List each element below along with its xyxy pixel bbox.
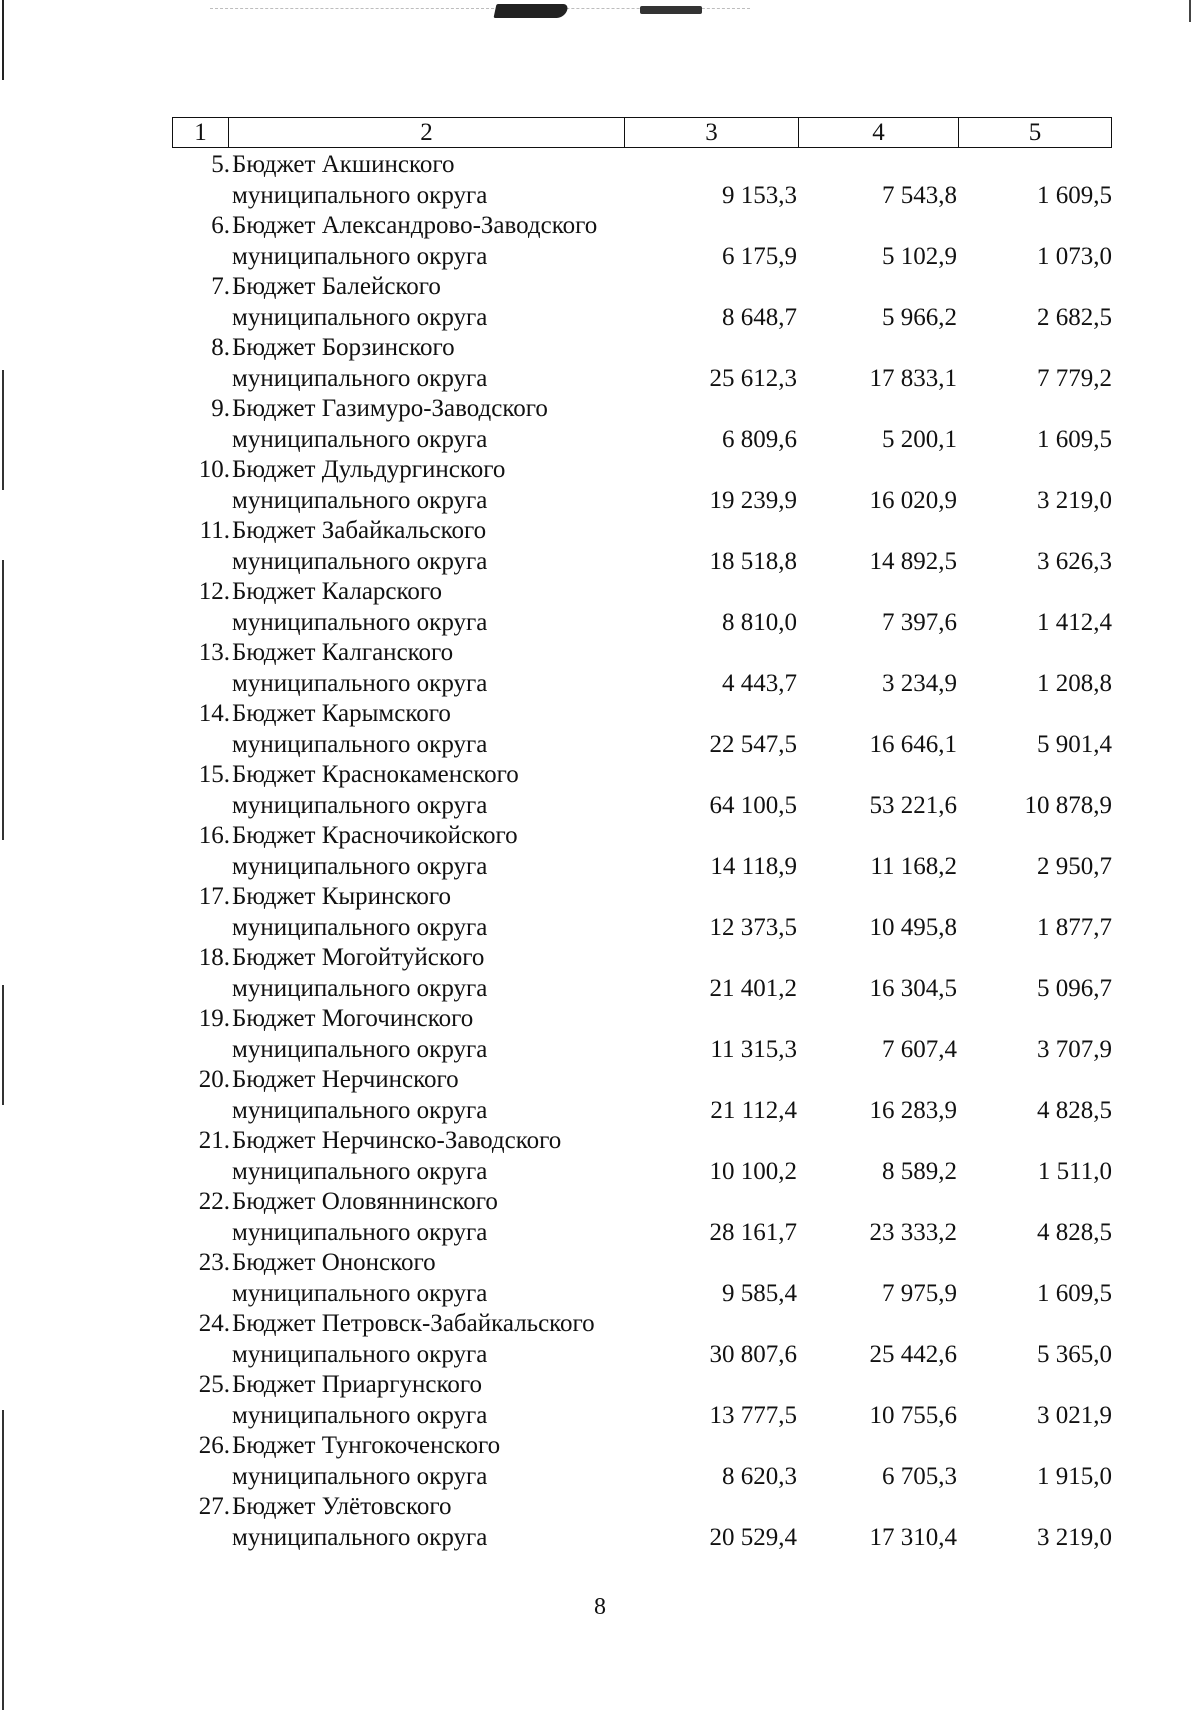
row-value-col4: 17 833,1	[869, 365, 957, 392]
row-value-col4: 5 200,1	[882, 426, 957, 453]
row-name-line2: муниципального округа	[232, 1341, 488, 1368]
row-value-col5: 3 219,0	[1037, 487, 1112, 514]
header-cell-2: 2	[229, 118, 625, 147]
table-row	[0, 1309, 1200, 1370]
row-value-col3: 6 809,6	[722, 426, 797, 453]
table-row	[0, 1187, 1200, 1248]
row-value-col3: 13 777,5	[709, 1402, 797, 1429]
row-value-col3: 21 401,2	[709, 975, 797, 1002]
row-value-col3: 8 810,0	[722, 609, 797, 636]
row-name-line2: муниципального округа	[232, 304, 488, 331]
table-row	[0, 821, 1200, 882]
row-value-col5: 2 682,5	[1037, 304, 1112, 331]
row-value-col5: 3 626,3	[1037, 548, 1112, 575]
row-name-line1: Бюджет Тунгокоченского	[232, 1432, 501, 1459]
row-value-col4: 5 102,9	[882, 243, 957, 270]
row-number: 25.	[198, 1371, 230, 1398]
row-number: 11.	[199, 517, 230, 544]
row-number: 22.	[198, 1188, 230, 1215]
row-value-col5: 4 828,5	[1037, 1097, 1112, 1124]
row-value-col4: 25 442,6	[869, 1341, 957, 1368]
row-value-col5: 5 096,7	[1037, 975, 1112, 1002]
row-value-col4: 10 495,8	[869, 914, 957, 941]
row-value-col4: 7 397,6	[882, 609, 957, 636]
header-cell-3: 3	[625, 118, 799, 147]
row-number: 23.	[198, 1249, 230, 1276]
row-value-col5: 3 021,9	[1037, 1402, 1112, 1429]
row-value-col3: 9 585,4	[722, 1280, 797, 1307]
row-name-line1: Бюджет Газимуро-Заводского	[232, 395, 548, 422]
row-name-line1: Бюджет Карымского	[232, 700, 451, 727]
row-name-line1: Бюджет Борзинского	[232, 334, 455, 361]
row-value-col3: 28 161,7	[709, 1219, 797, 1246]
row-number: 5.	[211, 151, 230, 178]
row-number: 8.	[211, 334, 230, 361]
row-value-col5: 5 365,0	[1037, 1341, 1112, 1368]
table-row	[0, 699, 1200, 760]
row-number: 12.	[198, 578, 230, 605]
table-row	[0, 882, 1200, 943]
row-value-col4: 6 705,3	[882, 1463, 957, 1490]
row-value-col5: 4 828,5	[1037, 1219, 1112, 1246]
row-number: 14.	[198, 700, 230, 727]
row-name-line1: Бюджет Кыринского	[232, 883, 452, 910]
row-name-line1: Бюджет Приаргунского	[232, 1371, 482, 1398]
row-value-col4: 16 020,9	[869, 487, 957, 514]
row-name-line1: Бюджет Нерчинского	[232, 1066, 459, 1093]
table-header	[172, 117, 1112, 148]
row-name-line1: Бюджет Забайкальского	[232, 517, 487, 544]
row-value-col3: 11 315,3	[710, 1036, 797, 1063]
row-name-line1: Бюджет Петровск-Забайкальского	[232, 1310, 595, 1337]
row-name-line2: муниципального округа	[232, 609, 488, 636]
row-value-col3: 22 547,5	[709, 731, 797, 758]
row-number: 27.	[198, 1493, 230, 1520]
row-name-line2: муниципального округа	[232, 243, 488, 270]
row-value-col4: 8 589,2	[882, 1158, 957, 1185]
row-name-line2: муниципального округа	[232, 1524, 488, 1551]
row-value-col4: 7 607,4	[882, 1036, 957, 1063]
row-name-line1: Бюджет Могочинского	[232, 1005, 474, 1032]
row-name-line1: Бюджет Дульдургинского	[232, 456, 506, 483]
table-row	[0, 1431, 1200, 1492]
table-row	[0, 272, 1200, 333]
table-row	[0, 1126, 1200, 1187]
row-value-col3: 19 239,9	[709, 487, 797, 514]
row-name-line1: Бюджет Акшинского	[232, 151, 455, 178]
row-value-col3: 18 518,8	[709, 548, 797, 575]
row-name-line1: Бюджет Ононского	[232, 1249, 436, 1276]
row-name-line2: муниципального округа	[232, 1097, 488, 1124]
header-cell-1: 1	[173, 118, 229, 147]
row-value-col4: 16 304,5	[869, 975, 957, 1002]
table-row	[0, 516, 1200, 577]
row-number: 18.	[198, 944, 230, 971]
row-value-col3: 8 648,7	[722, 304, 797, 331]
row-name-line1: Бюджет Калганского	[232, 639, 454, 666]
row-number: 10.	[198, 456, 230, 483]
row-value-col3: 6 175,9	[722, 243, 797, 270]
row-name-line1: Бюджет Улётовского	[232, 1493, 452, 1520]
scan-artifact-edge	[1189, 0, 1191, 22]
row-value-col4: 5 966,2	[882, 304, 957, 331]
table-row	[0, 760, 1200, 821]
row-number: 20.	[198, 1066, 230, 1093]
row-value-col4: 16 646,1	[869, 731, 957, 758]
row-value-col5: 1 073,0	[1037, 243, 1112, 270]
row-name-line2: муниципального округа	[232, 1219, 488, 1246]
table-row	[0, 577, 1200, 638]
row-name-line2: муниципального округа	[232, 1402, 488, 1429]
row-value-col5: 3 707,9	[1037, 1036, 1112, 1063]
row-value-col4: 11 168,2	[870, 853, 957, 880]
row-name-line1: Бюджет Александрово-Заводского	[232, 212, 598, 239]
table-row	[0, 455, 1200, 516]
row-value-col4: 7 975,9	[882, 1280, 957, 1307]
row-name-line2: муниципального округа	[232, 792, 488, 819]
table-row	[0, 1065, 1200, 1126]
row-number: 7.	[211, 273, 230, 300]
row-value-col5: 1 915,0	[1037, 1463, 1112, 1490]
row-value-col5: 1 511,0	[1037, 1158, 1112, 1185]
row-value-col3: 30 807,6	[709, 1341, 797, 1368]
row-name-line2: муниципального округа	[232, 914, 488, 941]
row-value-col3: 9 153,3	[722, 182, 797, 209]
row-name-line1: Бюджет Каларского	[232, 578, 443, 605]
row-number: 17.	[198, 883, 230, 910]
row-number: 6.	[211, 212, 230, 239]
table-row	[0, 1004, 1200, 1065]
row-name-line2: муниципального округа	[232, 1158, 488, 1185]
row-name-line2: муниципального округа	[232, 182, 488, 209]
table-row	[0, 1248, 1200, 1309]
row-value-col4: 3 234,9	[882, 670, 957, 697]
row-value-col4: 23 333,2	[869, 1219, 957, 1246]
scan-artifact-edge	[2, 0, 4, 80]
table-row	[0, 211, 1200, 272]
row-value-col3: 20 529,4	[709, 1524, 797, 1551]
row-value-col5: 2 950,7	[1037, 853, 1112, 880]
page-number: 8	[594, 1594, 606, 1620]
row-name-line2: муниципального округа	[232, 853, 488, 880]
table-row	[0, 150, 1200, 211]
row-number: 9.	[211, 395, 230, 422]
row-value-col3: 21 112,4	[710, 1097, 797, 1124]
row-value-col4: 7 543,8	[882, 182, 957, 209]
row-value-col5: 3 219,0	[1037, 1524, 1112, 1551]
row-name-line2: муниципального округа	[232, 975, 488, 1002]
row-value-col5: 1 609,5	[1037, 1280, 1112, 1307]
row-value-col4: 16 283,9	[869, 1097, 957, 1124]
row-value-col3: 25 612,3	[709, 365, 797, 392]
row-name-line1: Бюджет Могойтуйского	[232, 944, 485, 971]
row-name-line2: муниципального округа	[232, 487, 488, 514]
row-name-line2: муниципального округа	[232, 731, 488, 758]
row-number: 24.	[198, 1310, 230, 1337]
row-number: 26.	[198, 1432, 230, 1459]
row-value-col3: 14 118,9	[710, 853, 797, 880]
header-cell-4: 4	[799, 118, 959, 147]
header-cell-5: 5	[1028, 118, 1042, 146]
row-name-line1: Бюджет Балейского	[232, 273, 441, 300]
table-row	[0, 1492, 1200, 1553]
row-value-col5: 7 779,2	[1037, 365, 1112, 392]
row-name-line2: муниципального округа	[232, 1463, 488, 1490]
row-number: 19.	[198, 1005, 230, 1032]
row-value-col5: 1 412,4	[1037, 609, 1112, 636]
row-value-col3: 8 620,3	[722, 1463, 797, 1490]
row-value-col5: 1 609,5	[1037, 426, 1112, 453]
row-value-col5: 1 877,7	[1037, 914, 1112, 941]
row-name-line2: муниципального округа	[232, 426, 488, 453]
table-row	[0, 638, 1200, 699]
row-number: 16.	[198, 822, 230, 849]
row-name-line1: Бюджет Нерчинско-Заводского	[232, 1127, 562, 1154]
row-value-col3: 64 100,5	[709, 792, 797, 819]
row-value-col3: 10 100,2	[709, 1158, 797, 1185]
row-value-col4: 17 310,4	[869, 1524, 957, 1551]
row-value-col3: 4 443,7	[722, 670, 797, 697]
row-name-line2: муниципального округа	[232, 548, 488, 575]
row-value-col5: 1 609,5	[1037, 182, 1112, 209]
row-number: 15.	[198, 761, 230, 788]
row-name-line1: Бюджет Оловяннинского	[232, 1188, 498, 1215]
row-value-col5: 1 208,8	[1037, 670, 1112, 697]
row-name-line1: Бюджет Краснокаменского	[232, 761, 519, 788]
row-name-line2: муниципального округа	[232, 670, 488, 697]
row-name-line2: муниципального округа	[232, 1036, 488, 1063]
table-body	[0, 150, 1200, 1553]
row-name-line2: муниципального округа	[232, 365, 488, 392]
row-value-col5: 5 901,4	[1037, 731, 1112, 758]
row-value-col4: 10 755,6	[869, 1402, 957, 1429]
row-value-col5: 10 878,9	[1024, 792, 1112, 819]
row-value-col4: 14 892,5	[869, 548, 957, 575]
table-row	[0, 394, 1200, 455]
scan-artifact-blot	[640, 6, 702, 14]
row-name-line1: Бюджет Красночикойского	[232, 822, 518, 849]
row-value-col4: 53 221,6	[869, 792, 957, 819]
scan-artifact-blot	[494, 4, 569, 18]
row-number: 13.	[198, 639, 230, 666]
table-row	[0, 333, 1200, 394]
row-number: 21.	[198, 1127, 230, 1154]
row-name-line2: муниципального округа	[232, 1280, 488, 1307]
row-value-col3: 12 373,5	[709, 914, 797, 941]
table-row	[0, 943, 1200, 1004]
table-row	[0, 1370, 1200, 1431]
